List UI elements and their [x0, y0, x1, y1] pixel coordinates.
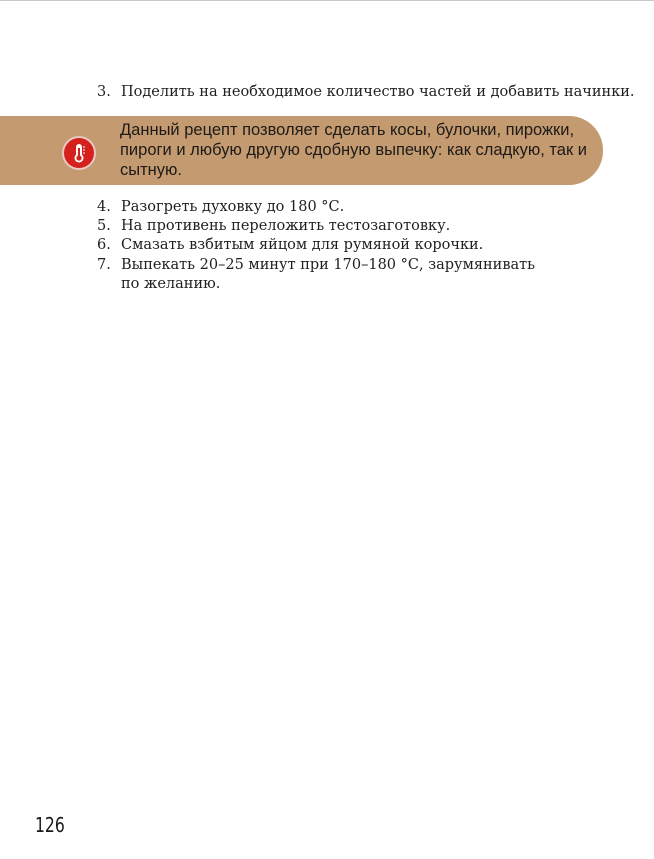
step-text-continuation: по желанию.: [121, 276, 221, 292]
step-text: На противень переложить тестозаготовку.: [121, 218, 451, 234]
step-number: 3.: [97, 84, 111, 100]
step-number: 5.: [97, 218, 111, 234]
step-number: 6.: [97, 237, 111, 253]
step-number: 4.: [97, 199, 111, 215]
step-number: 7.: [97, 257, 111, 273]
recipe-step-4: [97, 198, 344, 217]
step-text: Разогреть духовку до 180 °С.: [121, 199, 345, 215]
recipe-step-6: [97, 236, 483, 255]
tip-text: Данный рецепт позволяет сделать косы, булочки, пирожки, пироги и любую другую сдобную выпечку: как сладкую, так и сытную.: [120, 121, 587, 179]
step-text: Смазать взбитым яйцом для румяной корочки.: [121, 237, 484, 253]
recipe-step-3: [97, 83, 635, 102]
thermometer-icon: [64, 138, 94, 168]
recipe-step-7: [97, 256, 535, 294]
recipe-step-5: [97, 217, 450, 236]
step-text: Выпекать 20–25 минут при 170–180 °С, зарумянивать: [121, 257, 536, 273]
step-text: Поделить на необходимое количество частей и добавить начинки.: [121, 84, 635, 100]
page-number: 126: [35, 813, 65, 837]
top-divider: [0, 0, 654, 1]
